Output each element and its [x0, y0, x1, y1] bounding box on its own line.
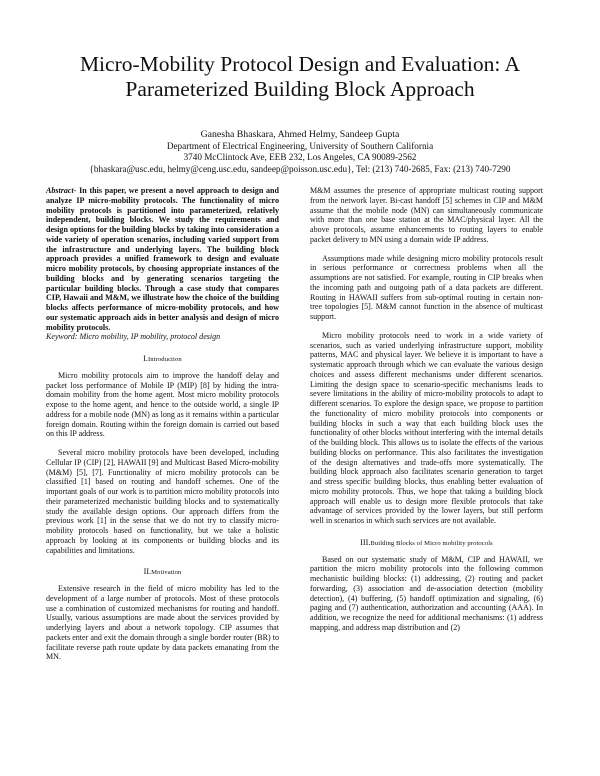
section-heading-building-blocks: III.Building Blocks of Micro mobility protocols	[360, 537, 493, 547]
affiliation-line: Department of Electrical Engineering, University of Southern California	[166, 141, 434, 151]
title-line-2: Parameterized Building Block Approach	[125, 77, 475, 101]
paper-title	[40, 52, 560, 102]
paragraph: Micro mobility protocols aim to improve the handoff delay and packet loss performance of Mobile IP (MIP) [8] by hiding the intra-domain mobility from the home agent. Most micro mobility protocols expose to the home agent, and hence to the outside world, a single IP address for a mobile node (MN) as long as it remains within a particular foreign domain. Routing within the foreign domain is carried out based on this IP address.	[46, 370, 279, 439]
abstract	[46, 186, 279, 332]
affiliation-line: {bhaskara@usc.edu, helmy@ceng.usc.edu, sandeep@poisson.usc.edu}, Tel: (213) 740-2685, Fax: (213) 740-7290	[89, 163, 511, 174]
affiliation-block	[0, 141, 600, 175]
section-heading-motivation: II.Motivation	[143, 567, 182, 577]
keywords: Keyword: Micro mobility, IP mobility, protocol design	[46, 332, 221, 342]
paragraph: Several micro mobility protocols have been developed, including Cellular IP (CIP) [2], HAWAII [9] and Multicast Based Micro-mobility (M&M) [5], [7]. Functionality of micro mobility protocols can be classified [1] based on routing and handoff schemes. One of the important goals of our work is to partition micro mobility protocols into their parameterized mechanistic building blocks and to systematically study the available design options. Our approach differs from the previous work [1] in the sense that we do not try to classify micro-mobility protocols based on functionality, but we take a holistic approach by looking at its components or building blocks and its capabilities and limitations.	[46, 448, 279, 555]
right-column	[310, 186, 543, 633]
abstract-body: In this paper, we present a novel approach to design and analyze IP micro-mobility protocols. The functionality of micro mobility protocols is partitioned into parameterized, relatively independent, building blocks. We study the requirements and design options for the building blocks by taking into consideration a wide variety of operation scenarios, including varied support from the infrastructure and underlying layers. The building block approach provides a unified framework to design and evaluate micro mobility protocols, by choosing appropriate instances of the building blocks and by generating scenarios targeting the particular building blocks. Through a case study that compares CIP, Hawaii and M&M, we illustrate how the choice of the building blocks affects performance of micro-mobility protocols, and how our systematic approach aids in better analysis and design of micro mobility protocols.	[46, 186, 279, 332]
affiliation-line: 3740 McClintock Ave, EEB 232, Los Angeles, CA 90089-2562	[183, 152, 417, 163]
paragraph: Based on our systematic study of M&M, CIP and HAWAII, we partition the micro mobility protocols into the following common mechanistic building blocks: (1) addressing, (2) routing and packet forwarding, (3) association and de-association detection (mobility detection), (4) buffering, (5) handoff optimization and signaling, (6) paging and (7) authentication, authorization and accounting (AAA). In addition, we recognize the need for additional mechanisms: (1) address mapping, and address map distribution and (2)	[310, 554, 543, 632]
paragraph: Micro mobility protocols need to work in a wide variety of scenarios, such as varied underlying infrastructure support, mobility patterns, MAC and physical layer. We believe it is important to have a systematic approach through which we can evaluate the various design choices and assess different mechanisms under different scenarios. Limiting the design space to scenario-specific mechanisms leads to severe limitations in the ability of micro-mobility protocols to adapt to different scenarios. To explore the design space, we propose to partition the functionality of micro mobility protocols into components or building blocks in such a way that each building block uses the functionality of other blocks without interfering with the internal details of the building block. This allows us to isolate the effects of the various building blocks on performance. This also facilitates the investigation of the design alternatives and trade-offs more systematically. The building block approach also facilitates scenario generation to target and stress specific building blocks, thus enabling better evaluation of micro mobility protocols. Thus, we hope that taking a building block approach will enable us to design more flexible protocols that take advantage of services provided by the lower layers, but still perform well in scenarios in which such services are not available.	[310, 330, 543, 525]
paragraph: Assumptions made while designing micro mobility protocols result in serious performance or correctness problems when all the assumptions are not satisfied. For example, routing in CIP breaks when the incoming path and outgoing path of a data packets are different. Routing in HAWAII suffers from sub-optimal routing in certain non-tree topologies [5]. M&M cannot function in the absence of multicast support.	[310, 253, 543, 321]
paragraph: Extensive research in the field of micro mobility has led to the development of a large number of protocols. Most of these protocols use a combination of customized mechanisms for routing and handoff. Usually, various assumptions are made about the services provided by underlying layers and about a network topology. CIP assumes that packets enter and exit the domain through a single border router (BR) to facilitate reverse path route update by data packets emanating from the MN.	[46, 584, 279, 662]
paragraph: M&M assumes the presence of appropriate multicast routing support from the network layer. Bi-cast handoff [5] schemes in CIP and M&M assume that the mobile node (MN) can simultaneously communicate with more than one base station at the MAC/physical layer. All the above protocols, assume enhancements to routing layers to enable packet delivery to MN using a domain wide IP address.	[310, 186, 543, 244]
left-column	[46, 186, 279, 662]
section-heading-introduction: I.Introduction	[143, 354, 182, 363]
title-line-1: Micro-Mobility Protocol Design and Evaluation: A	[79, 52, 521, 76]
author-list: Ganesha Bhaskara, Ahmed Helmy, Sandeep Gupta	[200, 129, 400, 140]
abstract-lead: Abstract-	[46, 186, 77, 195]
